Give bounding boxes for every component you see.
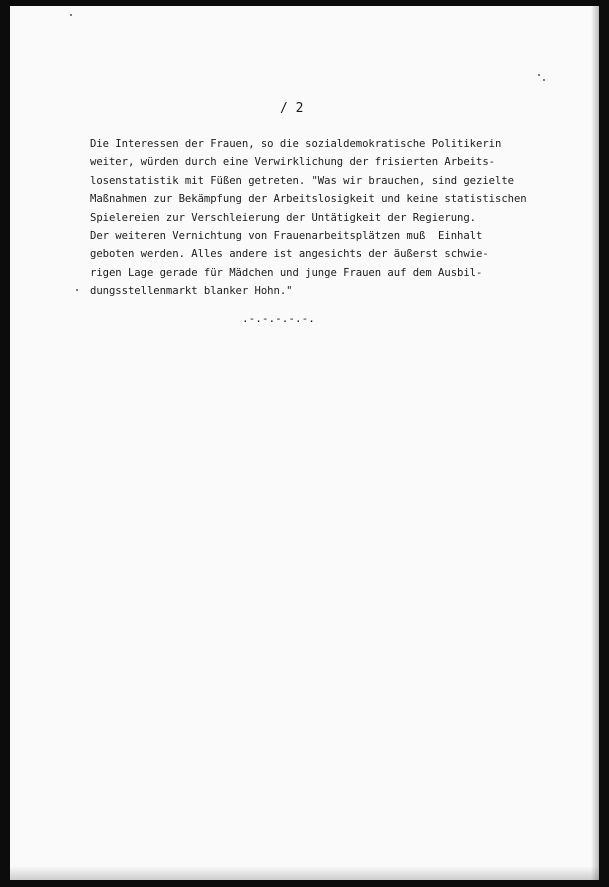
body-paragraph	[90, 135, 590, 301]
scan-speck	[543, 79, 545, 81]
scan-edge-shadow	[591, 6, 599, 880]
text-line: Maßnahmen zur Bekämpfung der Arbeitslosigkeit und keine statistischen	[90, 193, 527, 206]
text-line: Spielereien zur Verschleierung der Untätigkeit der Regierung.	[90, 211, 477, 224]
page-number: / 2	[280, 101, 304, 116]
section-separator: .-.-.-.-.-.	[242, 312, 315, 325]
text-line: geboten werden. Alles andere ist angesichts der äußerst schwie-	[90, 248, 489, 261]
scan-speck	[76, 289, 78, 291]
scan-speck	[70, 14, 72, 16]
text-line: rigen Lage gerade für Mädchen und junge Frauen auf dem Ausbil-	[90, 266, 483, 279]
text-line: Der weiteren Vernichtung von Frauenarbeitsplätzen muß Einhalt	[90, 230, 483, 243]
document-page	[10, 6, 599, 880]
text-line: dungsstellenmarkt blanker Hohn."	[90, 285, 293, 298]
scan-edge-shadow	[10, 866, 599, 880]
text-line: losenstatistik mit Füßen getreten. "Was wir brauchen, sind gezielte	[90, 174, 514, 187]
scan-speck	[538, 74, 540, 76]
text-line: Die Interessen der Frauen, so die sozialdemokratische Politikerin	[90, 138, 502, 150]
text-line: weiter, würden durch eine Verwirklichung der frisierten Arbeits-	[90, 156, 495, 169]
